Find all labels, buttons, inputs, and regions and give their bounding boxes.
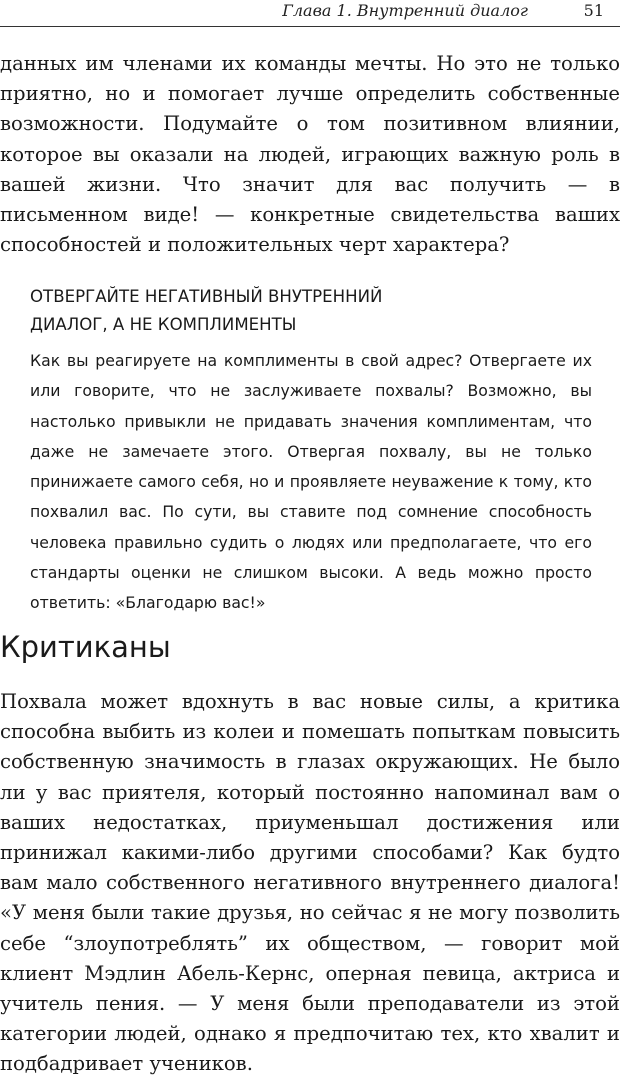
sidebar-text: Как вы реагируете на комплименты в свой адрес? Отвергаете их или говорите, что не заслуживаете похвалы? Возможно, вы настолько привыкли не придавать значения комплиментам, что даже не замечаете этого. Отвергая похвалу, вы не только принижаете самого себя, но и проявляете неуважение к тому, кто похвалил вас. По сути, вы ставите под сомнение способность человека правильно судить о людях или предполагаете, что его стандарты оценки не слишком высоки. А ведь можно просто ответить: «Благодарю вас!» — [30, 351, 592, 613]
section-heading: Критиканы — [0, 630, 171, 664]
header-rule — [0, 26, 620, 27]
sidebar-title-line: ОТВЕРГАЙТЕ НЕГАТИВНЫЙ ВНУТРЕННИЙ — [30, 287, 383, 306]
intro-paragraph: данных им членами их команды мечты. Но это не только приятно, но и помогает лучше определить собственные возможности. Подумайте о том позитивном влиянии, которое вы оказали на людей, играющих важную роль в вашей жизни. Что значит для вас получить — в письменном виде! — конкретные свидетельства ваших способностей и положительных черт характера? — [0, 52, 620, 257]
sidebar-title — [30, 283, 590, 339]
sidebar-title-line: ДИАЛОГ, А НЕ КОМПЛИМЕНТЫ — [30, 315, 297, 334]
section-paragraph: Похвала может вдохнуть в вас новые силы, а критика способна выбить из колеи и помешать попыткам повысить собственную значимость в глазах окружающих. Не было ли у вас приятеля, который постоянно напоминал вам о ваших недостатках, приуменьшал достижения или принижал какими-либо другими способами? Как будто вам мало собственного негативного внутреннего диалога! «У меня были такие друзья, но сейчас я не могу позволить себе “злоупотреблять” их обществом, — говорит мой клиент Мэдлин Абель-Кернс, оперная певица, актриса и учитель пения. — У меня были преподаватели из этой категории людей, однако я предпочитаю тех, кто хвалит и подбадривает учеников. — [0, 690, 620, 1076]
running-header — [0, 0, 620, 26]
page-number: 51 — [583, 1, 604, 20]
chapter-title: Глава 1. Внутренний диалог — [282, 1, 528, 20]
